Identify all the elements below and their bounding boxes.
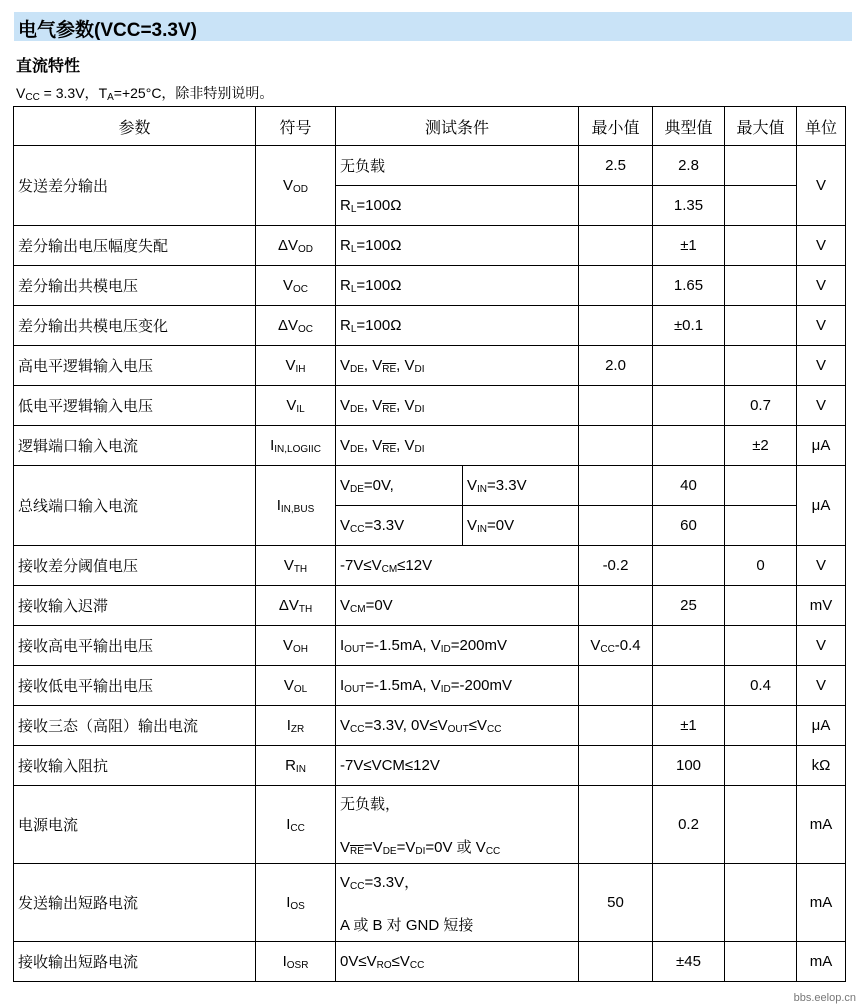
param-cell: 接收三态（高阻）输出电流 xyxy=(14,706,256,746)
unit-cell: μA xyxy=(797,466,846,546)
condition-line-2: $V_{\overline{RE}}=V_{DE}=V_{DI}=0V$ 或 $V_{CC}$ xyxy=(340,838,501,857)
condition-line-1: 无负载， xyxy=(340,795,401,813)
max-cell xyxy=(725,146,797,186)
symbol-cell: $I_{OS}$ xyxy=(256,864,336,942)
param-cell: 电源电流 xyxy=(14,786,256,864)
header-symbol: 符号 xyxy=(256,107,336,146)
table-row xyxy=(14,546,846,586)
min-cell xyxy=(579,386,653,426)
unit-cell: V xyxy=(797,386,846,426)
typ-cell: ±1 xyxy=(653,706,725,746)
symbol-cell: $V_{TH}$ xyxy=(256,546,336,586)
symbol-cell: $V_{IL}$ xyxy=(256,386,336,426)
table-row xyxy=(14,306,846,346)
max-cell xyxy=(725,226,797,266)
test-conditions-note xyxy=(16,83,273,103)
condition-cell: $V_{DE}$, $V_{\overline{RE}}$, $V_{DI}$ xyxy=(336,426,579,466)
unit-cell: mV xyxy=(797,586,846,626)
section-title: 电气参数(VCC=3.3V) xyxy=(18,20,197,41)
condition-cell: $I_{OUT}=-1.5mA$, $V_{ID}=-200mV$ xyxy=(336,666,579,706)
condition-cell: 无负载 xyxy=(336,146,579,186)
cond-v-symbol: V xyxy=(16,85,26,101)
table-row xyxy=(14,226,846,266)
condition-line-2: A 或 B 对 GND 短接 xyxy=(340,916,474,934)
symbol-cell: $\Delta V_{TH}$ xyxy=(256,586,336,626)
min-cell xyxy=(579,786,653,864)
table-row xyxy=(14,706,846,746)
param-cell: 总线端口输入电流 xyxy=(14,466,256,546)
condition-cell: $V_{DE}=0V$, xyxy=(336,466,463,506)
param-cell: 高电平逻辑输入电压 xyxy=(14,346,256,386)
typ-cell: ±45 xyxy=(653,942,725,982)
max-cell xyxy=(725,786,797,864)
symbol-cell: $V_{OH}$ xyxy=(256,626,336,666)
min-cell xyxy=(579,306,653,346)
max-cell: 0.7 xyxy=(725,386,797,426)
condition-cell: $V_{DE}$, $V_{\overline{RE}}$, $V_{DI}$ xyxy=(336,346,579,386)
symbol-cell: $V_{OL}$ xyxy=(256,666,336,706)
max-cell: 0.4 xyxy=(725,666,797,706)
subsection-title: 直流特性 xyxy=(16,58,81,75)
symbol-cell: $R_{IN}$ xyxy=(256,746,336,786)
condition-cell: $V_{CC}=3.3V$, $0V\le V_{OUT}\le V_{CC}$ xyxy=(336,706,579,746)
param-cell: 接收输入迟滞 xyxy=(14,586,256,626)
cond-v-value: = 3.3V， xyxy=(39,85,99,101)
min-cell: 2.5 xyxy=(579,146,653,186)
condition-cell: $0V\le V_{RO}\le V_{CC}$ xyxy=(336,942,579,982)
symbol-cell: $I_{CC}$ xyxy=(256,786,336,864)
min-cell: -0.2 xyxy=(579,546,653,586)
symbol-cell: $\Delta V_{OC}$ xyxy=(256,306,336,346)
symbol-cell: $I_{OSR}$ xyxy=(256,942,336,982)
param-cell: 发送差分输出 xyxy=(14,146,256,226)
table-row xyxy=(14,346,846,386)
condition-cell: $V_{CM}=0V$ xyxy=(336,586,579,626)
condition-cell xyxy=(336,864,579,942)
min-cell xyxy=(579,666,653,706)
condition-cell: $V_{DE}$, $V_{\overline{RE}}$, $V_{DI}$ xyxy=(336,386,579,426)
min-cell: 2.0 xyxy=(579,346,653,386)
min-cell xyxy=(579,426,653,466)
max-cell xyxy=(725,346,797,386)
table-row xyxy=(14,466,846,506)
param-cell: 接收输入阻抗 xyxy=(14,746,256,786)
min-cell: 50 xyxy=(579,864,653,942)
max-cell xyxy=(725,706,797,746)
header-test: 测试条件 xyxy=(336,107,579,146)
max-cell xyxy=(725,586,797,626)
typ-cell xyxy=(653,426,725,466)
table-row xyxy=(14,386,846,426)
condition-cell xyxy=(336,786,579,864)
table-row xyxy=(14,666,846,706)
condition-cell: $R_L=100\Omega$ xyxy=(336,186,579,226)
table-row xyxy=(14,864,846,942)
min-cell xyxy=(579,506,653,546)
symbol-cell: $V_{OC}$ xyxy=(256,266,336,306)
unit-cell: mA xyxy=(797,786,846,864)
table-row xyxy=(14,786,846,864)
table-row xyxy=(14,746,846,786)
unit-cell: mA xyxy=(797,864,846,942)
header-unit: 单位 xyxy=(797,107,846,146)
table-row xyxy=(14,426,846,466)
max-cell xyxy=(725,942,797,982)
symbol-cell: $I_{IN,BUS}$ xyxy=(256,466,336,546)
min-cell xyxy=(579,226,653,266)
condition-cell: $R_L=100\Omega$ xyxy=(336,306,579,346)
cond-t-sub: A xyxy=(107,92,114,103)
unit-cell: V xyxy=(797,266,846,306)
typ-cell xyxy=(653,626,725,666)
param-cell: 接收高电平输出电压 xyxy=(14,626,256,666)
param-cell: 差分输出共模电压 xyxy=(14,266,256,306)
param-cell: 差分输出电压幅度失配 xyxy=(14,226,256,266)
typ-cell: 1.65 xyxy=(653,266,725,306)
max-cell xyxy=(725,746,797,786)
typ-cell: ±0.1 xyxy=(653,306,725,346)
typ-cell xyxy=(653,546,725,586)
max-cell xyxy=(725,864,797,942)
section-title-bar xyxy=(14,12,852,41)
table-row xyxy=(14,266,846,306)
typ-cell: ±1 xyxy=(653,226,725,266)
symbol-cell: $V_{OD}$ xyxy=(256,146,336,226)
max-cell: ±2 xyxy=(725,426,797,466)
header-max: 最大值 xyxy=(725,107,797,146)
header-min: 最小值 xyxy=(579,107,653,146)
max-cell: 0 xyxy=(725,546,797,586)
typ-cell xyxy=(653,864,725,942)
symbol-cell: $I_{IN,LOGIIC}$ xyxy=(256,426,336,466)
unit-cell: V xyxy=(797,346,846,386)
max-cell xyxy=(725,626,797,666)
max-cell xyxy=(725,186,797,226)
unit-cell: V xyxy=(797,306,846,346)
max-cell xyxy=(725,506,797,546)
header-param: 参数 xyxy=(14,107,256,146)
max-cell xyxy=(725,466,797,506)
typ-cell xyxy=(653,346,725,386)
param-cell: 接收差分阈值电压 xyxy=(14,546,256,586)
unit-cell: V xyxy=(797,626,846,666)
unit-cell: V xyxy=(797,666,846,706)
typ-cell: 100 xyxy=(653,746,725,786)
typ-cell: 2.8 xyxy=(653,146,725,186)
typ-cell: 60 xyxy=(653,506,725,546)
min-cell xyxy=(579,186,653,226)
typ-cell xyxy=(653,386,725,426)
param-cell: 发送输出短路电流 xyxy=(14,864,256,942)
typ-cell: 0.2 xyxy=(653,786,725,864)
cond-t-value: =+25°C，除非特别说明。 xyxy=(113,85,274,101)
typ-cell: 40 xyxy=(653,466,725,506)
typ-cell: 25 xyxy=(653,586,725,626)
param-cell: 接收低电平输出电压 xyxy=(14,666,256,706)
symbol-cell: $I_{ZR}$ xyxy=(256,706,336,746)
symbol-cell: $\Delta V_{OD}$ xyxy=(256,226,336,266)
min-cell xyxy=(579,706,653,746)
table-row xyxy=(14,626,846,666)
dc-characteristics-table xyxy=(13,106,846,982)
condition-cell: $I_{OUT}=-1.5mA$, $V_{ID}=200mV$ xyxy=(336,626,579,666)
typ-cell xyxy=(653,666,725,706)
cond-t-symbol: T xyxy=(98,85,108,101)
table-header-row xyxy=(14,107,846,146)
table-row xyxy=(14,586,846,626)
unit-cell: μA xyxy=(797,426,846,466)
param-cell: 逻辑端口输入电流 xyxy=(14,426,256,466)
param-cell: 差分输出共模电压变化 xyxy=(14,306,256,346)
table-row xyxy=(14,942,846,982)
condition-line-1: $V_{CC}=3.3V$， xyxy=(340,873,420,892)
unit-cell: mA xyxy=(797,942,846,982)
condition-cell: -7V≤VCM≤12V xyxy=(336,746,579,786)
header-typ: 典型值 xyxy=(653,107,725,146)
unit-cell: V xyxy=(797,226,846,266)
unit-cell: V xyxy=(797,546,846,586)
param-cell: 低电平逻辑输入电压 xyxy=(14,386,256,426)
min-cell xyxy=(579,266,653,306)
min-cell xyxy=(579,586,653,626)
min-cell: $V_{CC}-0.4$ xyxy=(579,626,653,666)
condition-cell: $R_L=100\Omega$ xyxy=(336,266,579,306)
condition-cell: $R_L=100\Omega$ xyxy=(336,226,579,266)
param-cell: 接收输出短路电流 xyxy=(14,942,256,982)
max-cell xyxy=(725,266,797,306)
min-cell xyxy=(579,746,653,786)
unit-cell: μA xyxy=(797,706,846,746)
condition-cell-secondary: $V_{IN}=3.3V$ xyxy=(463,466,579,506)
condition-cell: $V_{CC}=3.3V$ xyxy=(336,506,463,546)
min-cell xyxy=(579,942,653,982)
watermark: bbs.eelop.cn xyxy=(793,992,856,1004)
condition-cell-secondary: $V_{IN}=0V$ xyxy=(463,506,579,546)
cond-v-sub: CC xyxy=(25,92,40,103)
unit-cell: V xyxy=(797,146,846,226)
min-cell xyxy=(579,466,653,506)
condition-cell: $-7V\le V_{CM}\le 12V$ xyxy=(336,546,579,586)
unit-cell: kΩ xyxy=(797,746,846,786)
typ-cell: 1.35 xyxy=(653,186,725,226)
max-cell xyxy=(725,306,797,346)
symbol-cell: $V_{IH}$ xyxy=(256,346,336,386)
table-row xyxy=(14,146,846,186)
